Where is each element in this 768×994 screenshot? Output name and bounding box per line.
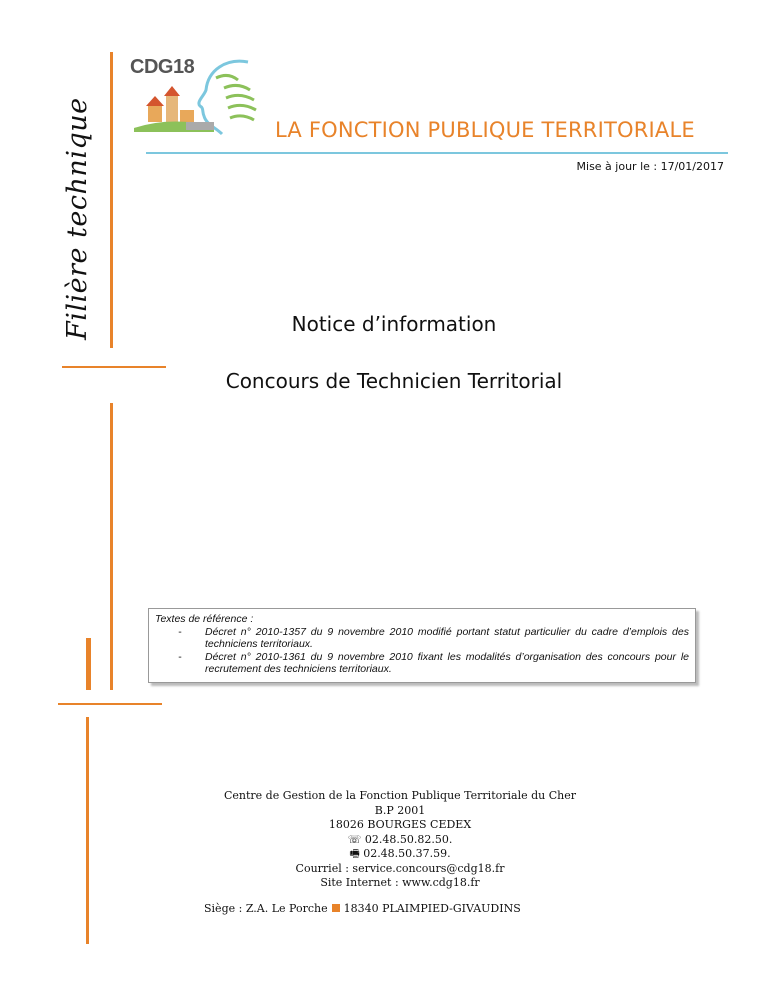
siege-city: 18340 PLAIMPIED-GIVAUDINS — [343, 902, 521, 915]
update-date: Mise à jour le : 17/01/2017 — [576, 160, 724, 173]
references-box — [148, 608, 696, 683]
left-vertical-rule-middle — [110, 403, 113, 690]
contact-email[interactable]: Courriel : service.concours@cdg18.fr — [295, 861, 505, 875]
logo-text: CDG18 — [130, 56, 195, 78]
reference-text: Décret n° 2010-1361 du 9 novembre 2010 fixant les modalités d’organisation des concours pour le recrutement des techniciens territoriaux. — [205, 650, 689, 676]
concours-title: Concours de Technicien Territorial — [225, 369, 563, 393]
notice-title: Notice d’information — [291, 312, 497, 336]
contact-fax: 🖷 02.48.50.37.59. — [349, 847, 451, 860]
square-bullet-icon — [332, 904, 340, 912]
left-vertical-rule-bottom — [86, 717, 89, 944]
reference-item — [155, 651, 689, 676]
reference-text: Décret n° 2010-1357 du 9 novembre 2010 modifié portant statut particulier du cadre d’emplois des techniciens territoriaux. — [205, 625, 689, 651]
references-heading: Textes de référence : — [155, 613, 254, 625]
reference-dash: - — [178, 650, 182, 663]
siege-label: Siège : Z.A. Le Porche — [204, 902, 328, 915]
contact-bp: B.P 2001 — [374, 803, 426, 817]
left-short-thick-rule — [86, 638, 91, 690]
contact-block — [150, 789, 650, 891]
left-horizontal-rule-2 — [58, 703, 162, 705]
reference-dash: - — [178, 625, 182, 638]
logo-emblem-icon — [130, 58, 280, 138]
reference-item — [155, 626, 689, 651]
filiere-label: Filière technique — [62, 97, 93, 340]
contact-org: Centre de Gestion de la Fonction Publique Territoriale du Cher — [223, 789, 576, 802]
brand-line: LA FONCTION PUBLIQUE TERRITORIALE — [275, 118, 695, 142]
header-rule — [146, 152, 728, 154]
left-horizontal-rule-1 — [62, 366, 166, 368]
siege-line — [204, 902, 521, 915]
contact-phone: ☏ 02.48.50.82.50. — [347, 832, 453, 846]
contact-city: 18026 BOURGES CEDEX — [328, 818, 472, 831]
left-vertical-rule-top — [110, 52, 113, 348]
contact-site[interactable]: Site Internet : www.cdg18.fr — [320, 876, 480, 889]
